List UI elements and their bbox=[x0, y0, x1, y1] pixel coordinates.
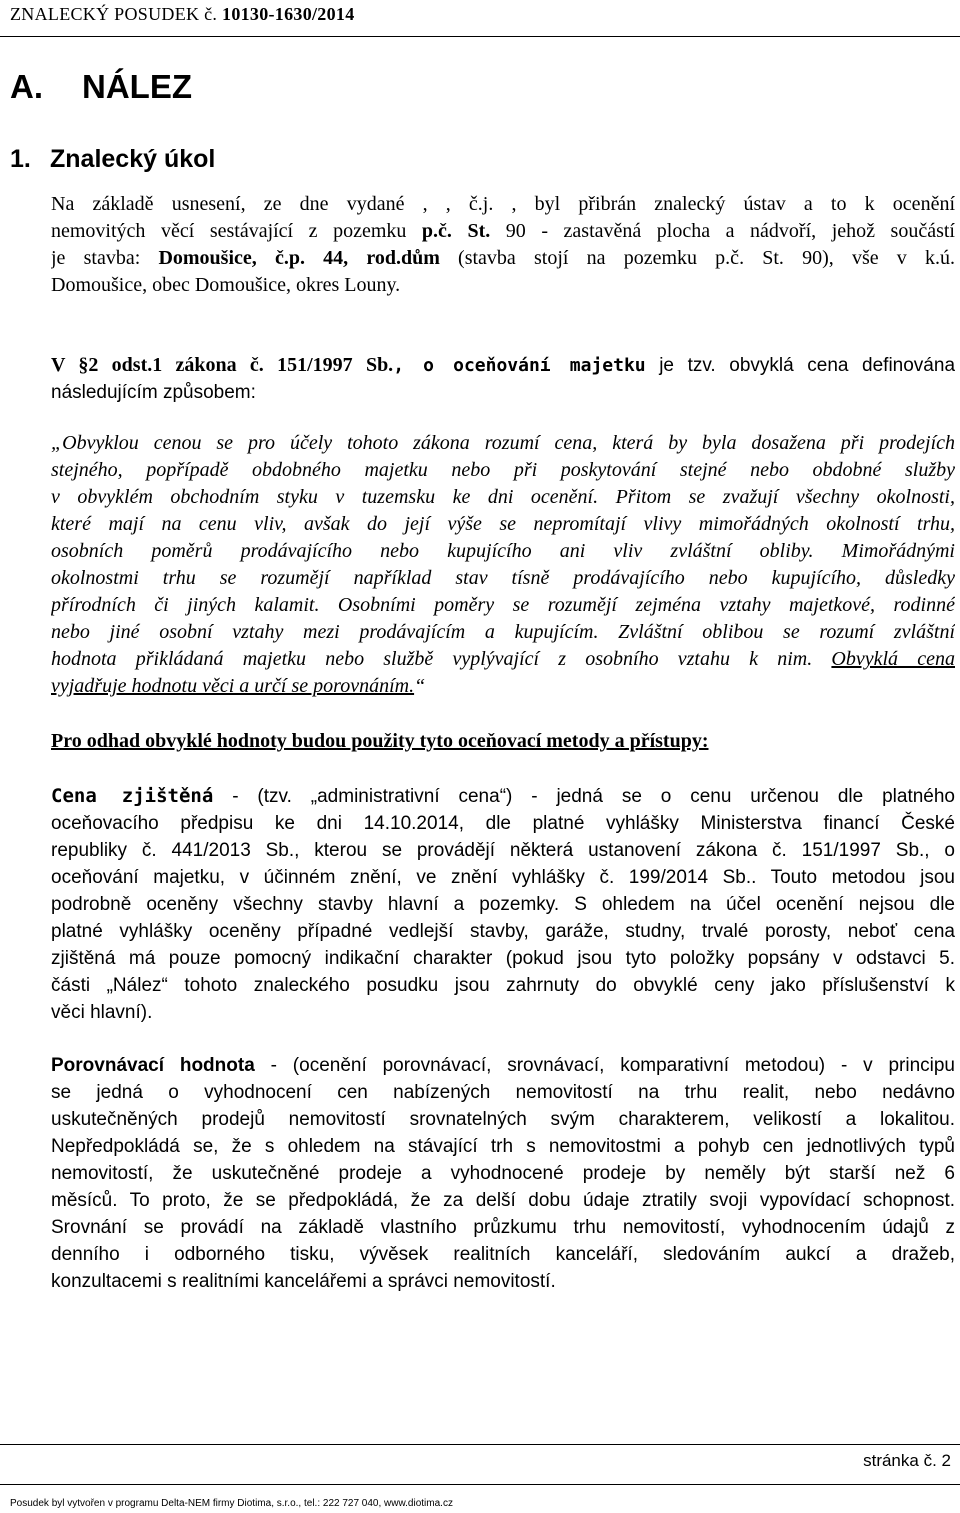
cena-line: věci hlavní). bbox=[51, 1002, 153, 1023]
quote-line: stejného, popřípadě obdobného majetku nebo při poskytování stejné nebo obdobné služby bbox=[51, 459, 955, 481]
cena-line: zjištěná má pouze pomocný indikační charakter (pokud jsou tyto položky popsány v odstavci 5. bbox=[51, 948, 955, 969]
footer-note: Posudek byl vytvořen v programu Delta-NEM firmy Diotima, s.r.o., tel.: 222 727 040, www.diotima.cz bbox=[10, 1498, 453, 1509]
quote-line: které mají na cenu vliv, avšak do její výše se nepromítají vlivy mimořádných okolností trhu, bbox=[51, 513, 955, 535]
cena-line: Cena zjištěná - (tzv. „administrativní cena“) - jedná se o cenu určenou dle platného bbox=[51, 785, 955, 807]
page-label: stránka č. bbox=[863, 1451, 937, 1470]
quote-line: nebo jiné osobní vztahy mezi prodávajícím a kupujícím. Zvláštní oblibou se rozumí zvláštní bbox=[51, 621, 955, 643]
page-number bbox=[863, 1451, 951, 1471]
cena-line: platné vyhlášky oceněny případné vedlejší stavby, garáže, studny, trvalé porosty, neboť cena bbox=[51, 921, 955, 942]
header-title-prefix: ZNALECKÝ POSUDEK č. bbox=[10, 4, 218, 24]
intro-paragraph bbox=[51, 191, 955, 299]
footer-divider-bottom bbox=[0, 1484, 960, 1485]
quote-line: okolnostmi trhu se rozumějí například stav tísně prodávajícího nebo kupujícího, důsledky bbox=[51, 567, 955, 589]
cena-line: oceňování majetku, v účinném znění, ve znění vyhlášky č. 199/2014 Sb.. Touto metodou jsou bbox=[51, 867, 955, 888]
law-line: následujícím způsobem: bbox=[51, 382, 256, 403]
quote-line: „Obvyklou cenou se pro účely tohoto zákona rozumí cena, která by byla dosažena při prodejích bbox=[51, 432, 955, 454]
page-value: 2 bbox=[941, 1451, 951, 1470]
subsection-title: Znalecký úkol bbox=[50, 145, 216, 173]
law-name: , o oceňování majetku bbox=[393, 355, 646, 376]
cena-zjistena-paragraph bbox=[51, 783, 955, 1026]
section-title: NÁLEZ bbox=[82, 68, 192, 105]
quote-line: osobních poměrů prodávajícího nebo kupujícího ani vliv zvláštní obliby. Mimořádnými bbox=[51, 540, 955, 562]
quote-line: v obvyklém obchodním styku v tuzemsku ke dni ocenění. Přitom se zvažují všechny okolnosti, bbox=[51, 486, 955, 508]
law-citation: V §2 odst.1 zákona č. 151/1997 Sb. bbox=[51, 354, 394, 376]
intro-line: Na základě usnesení, ze dne vydané , , č.j. , byl přibrán znalecký ústav a to k ocenění bbox=[51, 193, 955, 215]
porov-line: nemovitostí, že uskutečněné prodeje a vyhodnocené prodeje by neměly být starší než 6 bbox=[51, 1163, 955, 1184]
porov-line: Srovnání se provádí na základě vlastního průzkumu trhu nemovitostí, vyhodnocením údajů z bbox=[51, 1217, 955, 1238]
intro-line: Domoušice, obec Domoušice, okres Louny. bbox=[51, 274, 401, 296]
porov-line: Nepředpokládá se, že s ohledem na stávající trh s nemovitostmi a pohyb cen jednotlivých typů bbox=[51, 1136, 955, 1157]
porov-line: měsíců. To proto, že se předpokládá, že za delší dobu údaje ztratily svoji vypovídací schopnost. bbox=[51, 1190, 955, 1211]
cena-line: části „Nález“ tohoto znaleckého posudku jsou zahrnuty do obvyklé ceny jako příslušenství k bbox=[51, 975, 955, 996]
header-title-number: 10130-1630/2014 bbox=[222, 4, 355, 24]
porov-line: uskutečněných prodejů nemovitostí srovnatelných svým charakterem, velikostí a lokalitou. bbox=[51, 1109, 955, 1130]
header-divider bbox=[0, 36, 960, 37]
subsection-heading bbox=[10, 145, 215, 174]
cena-line: republiky č. 441/2013 Sb., kterou se provádějí některá ustanovení zákona č. 151/1997 Sb., o bbox=[51, 840, 955, 861]
law-paragraph bbox=[51, 352, 955, 406]
quote-line: vyjadřuje hodnotu věci a určí se porovnáním.“ bbox=[51, 675, 426, 697]
methods-heading: Pro odhad obvyklé hodnoty budou použity tyto oceňovací metody a přístupy: bbox=[51, 730, 709, 752]
porov-line: Porovnávací hodnota - (ocenění porovnávací, srovnávací, komparativní metodou) - v principu bbox=[51, 1055, 955, 1076]
porov-line: se jedná o vyhodnocení cen nabízených nemovitostí na trhu realit, nebo nedávno bbox=[51, 1082, 955, 1103]
section-heading bbox=[10, 68, 192, 106]
porov-line: denního i odborného tisku, vývěsek realitních kanceláří, sledováním aukcí a dražeb, bbox=[51, 1244, 955, 1265]
document-header bbox=[10, 4, 355, 25]
intro-line: je stavba: Domoušice, č.p. 44, rod.dům (stavba stojí na pozemku p.č. St. 90), vše v k.ú. bbox=[51, 247, 955, 269]
cena-term: Cena zjištěná bbox=[51, 785, 214, 807]
porov-term: Porovnávací hodnota bbox=[51, 1055, 255, 1076]
footer-divider bbox=[0, 1444, 960, 1445]
porovnavaci-paragraph bbox=[51, 1052, 955, 1295]
cena-line: oceňovacího předpisu ke dni 14.10.2014, dle platné vyhlášky Ministerstva financí České bbox=[51, 813, 955, 834]
porov-line: konzultacemi s realitními kancelářemi a správci nemovitostí. bbox=[51, 1271, 556, 1292]
intro-line: nemovitých věcí sestávající z pozemku p.č. St. 90 - zastavěná plocha a nádvoří, jehož součástí bbox=[51, 220, 955, 242]
quote-line: přírodních či jiných kalamit. Osobními poměry se rozumějí zejména vztahy majetkové, rodinné bbox=[51, 594, 955, 616]
subsection-number: 1. bbox=[10, 145, 31, 173]
cena-line: podrobně oceněny všechny stavby hlavní a pozemky. S ohledem na účel ocenění nejsou dle bbox=[51, 894, 955, 915]
law-line: V §2 odst.1 zákona č. 151/1997 Sb., o oceňování majetku je tzv. obvyklá cena definována bbox=[51, 354, 955, 376]
legal-quote bbox=[51, 430, 955, 700]
section-letter: A. bbox=[10, 68, 43, 105]
quote-line: hodnota přikládaná majetku nebo službě vyplývající z osobního vztahu k nim. Obvyklá cena bbox=[51, 648, 955, 670]
